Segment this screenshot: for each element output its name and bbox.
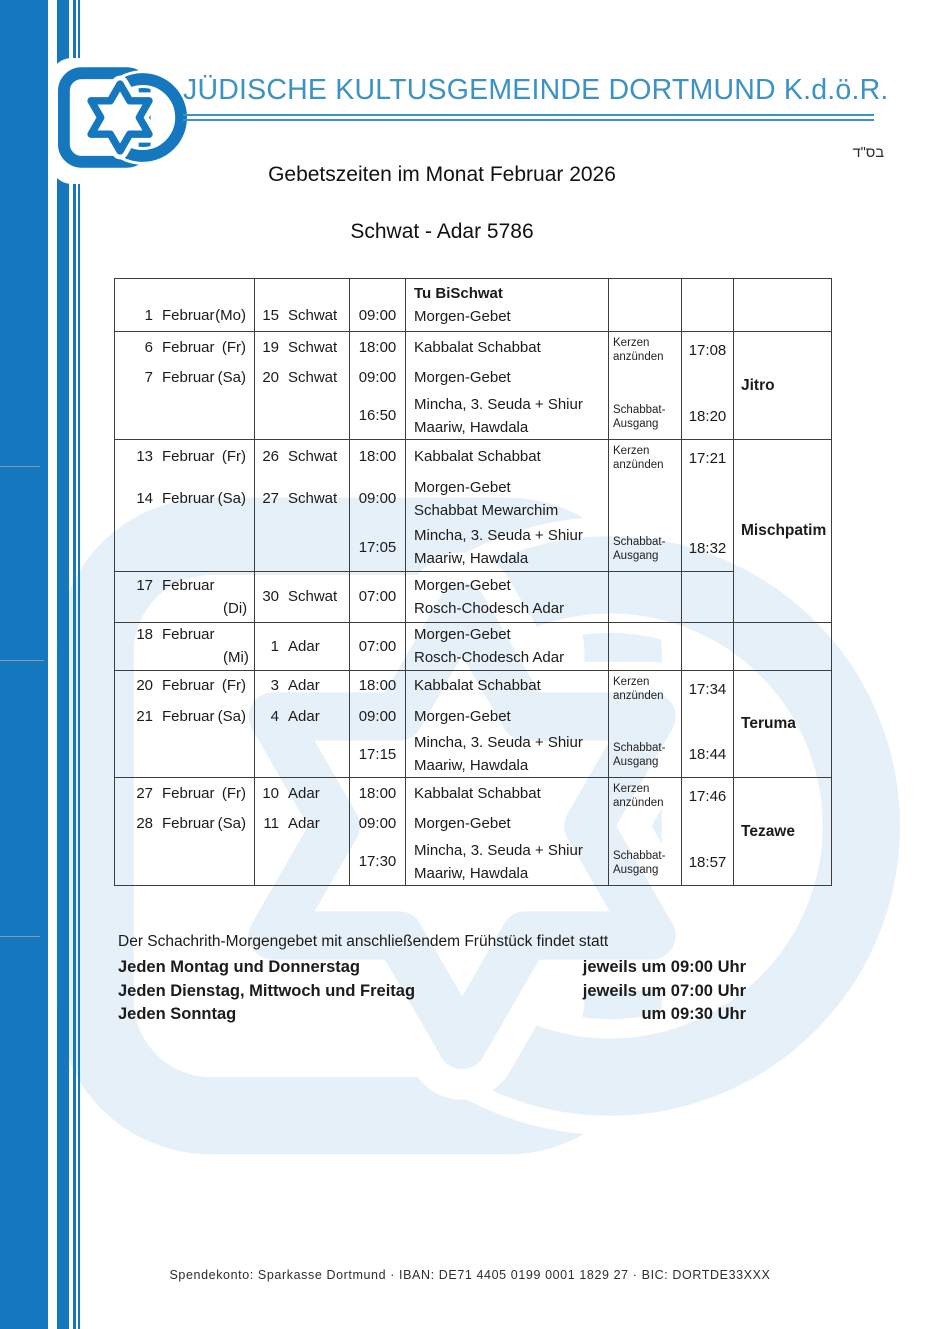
table-row bbox=[115, 622, 832, 670]
page-title: Gebetszeiten im Monat Februar 2026 bbox=[268, 163, 616, 186]
time-cell: 09:00 bbox=[350, 473, 406, 524]
date-cell: 1 Februar (Mo) bbox=[115, 279, 255, 332]
hebrew-besiyata-mark: בס"ד bbox=[852, 145, 884, 161]
hebrew-date-cell: 10 Adar bbox=[255, 778, 350, 809]
table-row bbox=[115, 332, 832, 363]
date-cell bbox=[115, 731, 255, 778]
event-time-cell: 17:21 18:32 bbox=[682, 439, 734, 571]
table-row bbox=[115, 571, 832, 622]
event-cell bbox=[609, 279, 682, 332]
date-cell bbox=[115, 393, 255, 440]
note-time: jeweils um 07:00 Uhr bbox=[582, 981, 746, 1000]
time-cell: 17:30 bbox=[350, 839, 406, 886]
event-time-cell: 17:46 18:57 bbox=[682, 778, 734, 886]
event-time-cell: 17:34 18:44 bbox=[682, 670, 734, 778]
time-cell: 09:00 bbox=[350, 701, 406, 731]
prayer-cell: Kabbalat Schabbat bbox=[406, 778, 609, 809]
date-cell: 13 Februar (Fr) bbox=[115, 439, 255, 473]
prayer-cell: Tu BiSchwat Morgen-Gebet bbox=[406, 279, 609, 332]
date-cell: 28 Februar (Sa) bbox=[115, 809, 255, 839]
prayer-cell: Kabbalat Schabbat bbox=[406, 332, 609, 363]
date-cell: 21 Februar (Sa) bbox=[115, 701, 255, 731]
time-cell: 09:00 bbox=[350, 809, 406, 839]
prayer-cell: Morgen-Gebet Schabbat Mewarchim bbox=[406, 473, 609, 524]
time-cell: 18:00 bbox=[350, 778, 406, 809]
note-row bbox=[118, 956, 746, 980]
event-cell: Kerzen anzünden Schabbat-Ausgang bbox=[609, 332, 682, 440]
parasha-cell: Tezawe bbox=[734, 778, 832, 886]
hebrew-date-cell: 11 Adar bbox=[255, 809, 350, 839]
parasha-cell: Mischpatim bbox=[734, 439, 832, 622]
prayer-cell: Morgen-Gebet Rosch-Chodesch Adar bbox=[406, 622, 609, 670]
date-cell: 20 Februar (Fr) bbox=[115, 670, 255, 701]
time-cell: 17:05 bbox=[350, 524, 406, 571]
date-cell bbox=[115, 524, 255, 571]
event-time-cell bbox=[682, 571, 734, 622]
hebrew-date-cell: 4 Adar bbox=[255, 701, 350, 731]
org-name: JÜDISCHE KULTUSGEMEINDE DORTMUND K.d.ö.R. bbox=[183, 74, 889, 106]
prayer-cell: Mincha, 3. Seuda + Shiur Maariw, Hawdala bbox=[406, 393, 609, 440]
note-time: um 09:30 Uhr bbox=[641, 1005, 746, 1023]
date-cell: 6 Februar (Fr) bbox=[115, 332, 255, 363]
prayer-cell: Morgen-Gebet Rosch-Chodesch Adar bbox=[406, 571, 609, 622]
note-row bbox=[118, 1003, 746, 1027]
fold-mark bbox=[0, 466, 40, 467]
time-cell: 18:00 bbox=[350, 670, 406, 701]
note-time: jeweils um 09:00 Uhr bbox=[582, 958, 746, 976]
date-cell: 18 Februar (Mi) bbox=[115, 622, 255, 670]
hebrew-date-cell bbox=[255, 393, 350, 440]
parasha-cell bbox=[734, 279, 832, 332]
hebrew-date-cell: 15 Schwat bbox=[255, 279, 350, 332]
parasha-cell bbox=[734, 622, 832, 670]
prayer-cell: Kabbalat Schabbat bbox=[406, 670, 609, 701]
event-cell bbox=[609, 571, 682, 622]
time-cell: 09:00 bbox=[350, 363, 406, 393]
note-days: Jeden Montag und Donnerstag bbox=[118, 958, 361, 976]
notes-intro: Der Schachrith-Morgengebet mit anschließendem Frühstück findet statt bbox=[118, 933, 609, 950]
event-time-cell: 17:08 18:20 bbox=[682, 332, 734, 440]
event-cell bbox=[609, 622, 682, 670]
time-cell: 17:15 bbox=[350, 731, 406, 778]
time-cell: 07:00 bbox=[350, 571, 406, 622]
prayer-cell: Morgen-Gebet bbox=[406, 701, 609, 731]
letterhead-bar bbox=[73, 0, 76, 1329]
prayer-cell: Mincha, 3. Seuda + Shiur Maariw, Hawdala bbox=[406, 524, 609, 571]
event-cell: Kerzen anzünden Schabbat-Ausgang bbox=[609, 670, 682, 778]
note-row bbox=[118, 980, 746, 1004]
fold-mark bbox=[0, 660, 44, 661]
prayer-cell: Mincha, 3. Seuda + Shiur Maariw, Hawdala bbox=[406, 839, 609, 886]
header-rule bbox=[183, 119, 874, 121]
fold-mark bbox=[0, 936, 40, 937]
time-cell: 07:00 bbox=[350, 622, 406, 670]
prayer-cell: Mincha, 3. Seuda + Shiur Maariw, Hawdala bbox=[406, 731, 609, 778]
morning-prayer-notes bbox=[118, 931, 746, 1027]
hebrew-date-cell: 26 Schwat bbox=[255, 439, 350, 473]
hebrew-date-cell bbox=[255, 731, 350, 778]
letterhead-bar bbox=[78, 0, 80, 1329]
hebrew-date-cell: 19 Schwat bbox=[255, 332, 350, 363]
hebrew-date-cell: 3 Adar bbox=[255, 670, 350, 701]
event-time-cell bbox=[682, 279, 734, 332]
hebrew-date-cell: 1 Adar bbox=[255, 622, 350, 670]
table-row bbox=[115, 778, 832, 809]
table-row bbox=[115, 279, 832, 332]
hebrew-date-cell: 30 Schwat bbox=[255, 571, 350, 622]
event-cell: Kerzen anzünden Schabbat-Ausgang bbox=[609, 439, 682, 571]
note-days: Jeden Sonntag bbox=[118, 1005, 237, 1023]
letterhead-bar bbox=[57, 0, 69, 1329]
letterhead-bar bbox=[0, 0, 48, 1329]
time-cell: 18:00 bbox=[350, 332, 406, 363]
event-cell: Kerzen anzünden Schabbat-Ausgang bbox=[609, 778, 682, 886]
parasha-cell: Teruma bbox=[734, 670, 832, 778]
event-time-cell bbox=[682, 622, 734, 670]
hebrew-date-cell bbox=[255, 524, 350, 571]
prayer-cell: Morgen-Gebet bbox=[406, 809, 609, 839]
prayer-cell: Morgen-Gebet bbox=[406, 363, 609, 393]
table-row bbox=[115, 670, 832, 701]
donation-account-line: Spendekonto: Sparkasse Dortmund · IBAN: DE71 4405 0199 0001 1829 27 · BIC: DORTDE33XXX bbox=[169, 1268, 771, 1282]
table-row bbox=[115, 439, 832, 473]
date-cell: 17 Februar (Di) bbox=[115, 571, 255, 622]
note-days: Jeden Dienstag, Mittwoch und Freitag bbox=[118, 981, 416, 1000]
date-cell: 27 Februar (Fr) bbox=[115, 778, 255, 809]
date-cell: 14 Februar (Sa) bbox=[115, 473, 255, 524]
hebrew-date-cell: 20 Schwat bbox=[255, 363, 350, 393]
parasha-cell: Jitro bbox=[734, 332, 832, 440]
time-cell: 18:00 bbox=[350, 439, 406, 473]
hebrew-date-cell: 27 Schwat bbox=[255, 473, 350, 524]
header-rule bbox=[183, 114, 874, 116]
time-cell: 09:00 bbox=[350, 279, 406, 332]
hebrew-date-cell bbox=[255, 839, 350, 886]
date-cell bbox=[115, 839, 255, 886]
community-logo-icon bbox=[57, 66, 187, 169]
prayer-cell: Kabbalat Schabbat bbox=[406, 439, 609, 473]
time-cell: 16:50 bbox=[350, 393, 406, 440]
date-cell: 7 Februar (Sa) bbox=[115, 363, 255, 393]
page-subtitle: Schwat - Adar 5786 bbox=[350, 220, 534, 243]
schedule-table bbox=[114, 278, 832, 886]
